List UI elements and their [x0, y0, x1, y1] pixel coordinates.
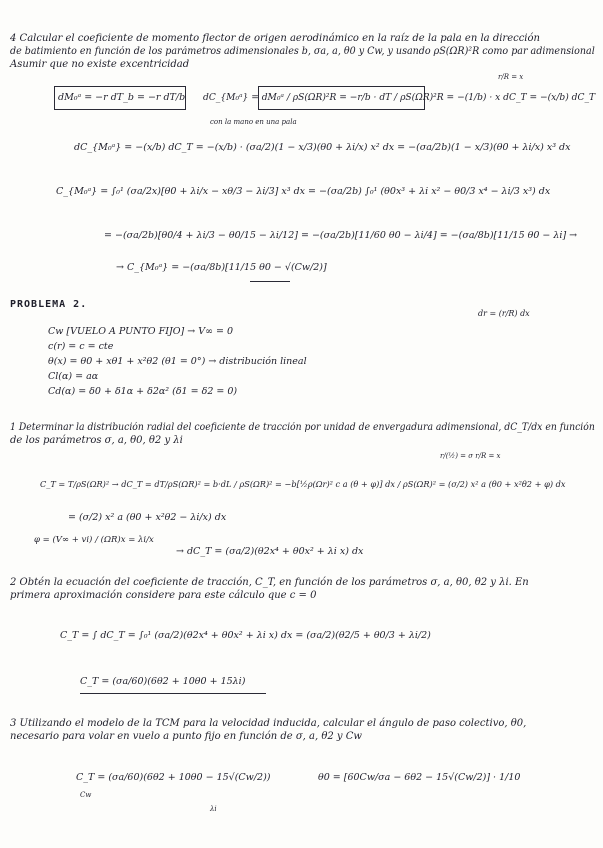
p1-eq5-underline	[250, 281, 290, 282]
p2-q3-line1: 3 Utilizando el modelo de la TCM para la velocidad inducida, calcular el ángulo de paso colectivo, θ0,	[10, 718, 527, 729]
p2-q3-eq1: C_T = (σa/60)(6θ2 + 10θ0 − 15√(Cw/2))	[76, 772, 271, 783]
p2-q1-eq1: C_T = T/ρS(ΩR)² → dC_T = dT/ρS(ΩR)² = b·dL / ρS(ΩR)² = −b[½ρ(Ωr)² c a (θ + φ)] dx / ρS(ΩR)² = (σ/2) x² a (θ0 + x²θ2 + φ) dx	[40, 479, 566, 489]
p2-q2-underline	[80, 693, 266, 694]
p2-data-cw: Cw [VUELO A PUNTO FIJO] → V∞ = 0	[48, 326, 234, 337]
p2-data-twist: θ(x) = θ0 + xθ1 + x²θ2 (θ1 = 0°) → distribución lineal	[48, 356, 307, 367]
p2-data-cl: Cl(α) = aα	[48, 371, 99, 382]
p2-q1-eq3: → dC_T = (σa/2)(θ2x⁴ + θ0x² + λi x) dx	[176, 546, 364, 557]
p2-data-chord: c(r) = c = cte	[48, 341, 114, 352]
p1-statement-line1: 4 Calcular el coeficiente de momento flector de origen aerodinámico en la raíz de la pala en la dirección	[10, 33, 540, 44]
p2-q3-sub-cw: Cw	[80, 791, 92, 799]
p1-eq1b: dC_{M₀ᵃ} = dM₀ᵃ / ρS(ΩR)²R = −r/b · dT / ρS(ΩR)²R = −(1/b) · x dC_T = −(x/b) dC_T	[203, 92, 596, 103]
p1-eq3: C_{M₀ᵃ} = ∫₀¹ (σa/2x)[θ0 + λi/x − xθ/3 − λi/3] x³ dx = −(σa/2b) ∫₀¹ (θ0x³ + λi x² − θ0/3 x⁴ − λi/3 x³) dx	[56, 186, 551, 197]
p1-eq5: → C_{M₀ᵃ} = −(σa/8b)[11/15 θ0 − √(Cw/2)]	[116, 262, 327, 273]
p2-q2-line1: 2 Obtén la ecuación del coeficiente de tracción, C_T, en función de los parámetros σ, a, θ0, θ2 y λi. En	[10, 577, 529, 588]
p1-eq1a: dM₀ᵃ = −r dT_b = −r dT/b	[58, 92, 186, 103]
p2-q2-eq2: C_T = (σa/60)(6θ2 + 10θ0 + 15λi)	[80, 676, 246, 687]
p2-title: PROBLEMA 2.	[10, 299, 88, 310]
p2-q1-line2: de los parámetros σ, a, θ0, θ2 y λi	[10, 435, 183, 446]
p1-eq2: dC_{M₀ᵃ} = −(x/b) dC_T = −(x/b) · (σa/2)(1 − x/3)(θ0 + λi/x) x² dx = −(σa/2b)(1 − x/3)(θ0 + λi/x) x³ dx	[74, 142, 571, 153]
p2-q1-top-note: r/(½) = σ r/R = x	[440, 452, 501, 460]
p2-q3-line2: necesario para volar en vuelo a punto fijo en función de σ, a, θ2 y Cw	[10, 731, 362, 742]
p2-data-cd: Cd(α) = δ0 + δ1α + δ2α² (δ1 = δ2 = 0)	[48, 386, 238, 397]
p1-eq1-top-note: r/R = x	[498, 73, 524, 81]
p2-q2-line2: primera aproximación considere para este cálculo que c = 0	[10, 590, 317, 601]
p2-q1-line1: 1 Determinar la distribución radial del coeficiente de tracción por unidad de envergadura adimensional, dC_T/dx en función	[10, 422, 595, 433]
p2-q2-eq1: C_T = ∫ dC_T = ∫₀¹ (σa/2)(θ2x⁴ + θ0x² + λi x) dx = (σa/2)(θ2/5 + θ0/3 + λi/2)	[60, 630, 431, 641]
p1-statement-line3: Asumir que no existe excentricidad	[10, 59, 190, 70]
p2-q1-phi: φ = (V∞ + vi) / (ΩR)x = λi/x	[34, 535, 154, 545]
p2-q3-sub-lambda: λi	[210, 805, 217, 813]
p1-eq4: = −(σa/2b)[θ0/4 + λi/3 − θ0/15 − λi/12] = −(σa/2b)[11/60 θ0 − λi/4] = −(σa/8b)[11/15 θ0 − λi] →	[104, 230, 578, 241]
p1-statement-line2: de batimiento en función de los parámetros adimensionales b, σa, a, θ0 y Cw, y usando ρS(ΩR)²R como par adimensional	[10, 46, 595, 57]
p2-side-note: dr = (r/R) dx	[478, 309, 530, 318]
p2-q3-eq2: θ0 = [60Cw/σa − 6θ2 − 15√(Cw/2)] · 1/10	[318, 772, 521, 783]
p2-q1-eq2: = (σ/2) x² a (θ0 + x²θ2 − λi/x) dx	[68, 512, 227, 523]
p1-eq1-note: con la mano en una pala	[210, 118, 297, 126]
